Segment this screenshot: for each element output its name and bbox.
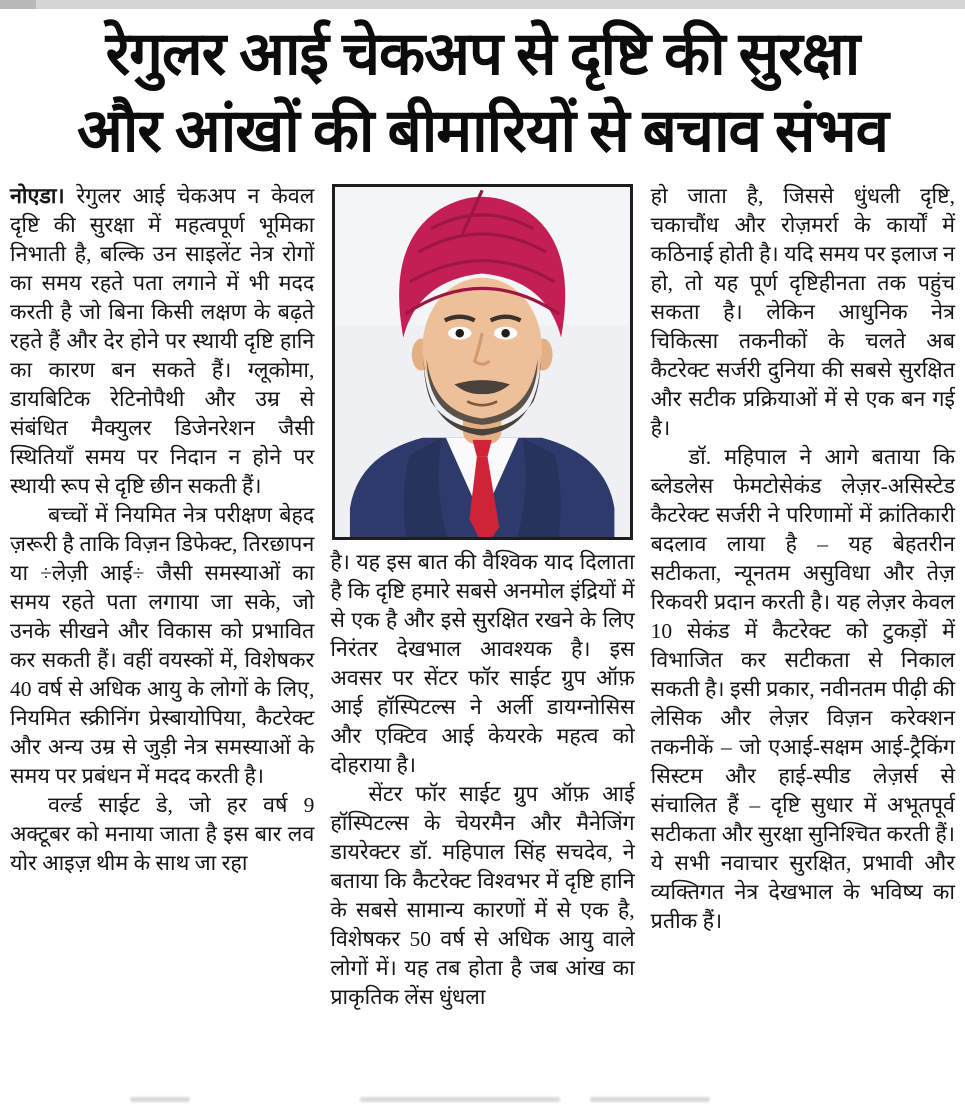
article-body xyxy=(0,176,965,1070)
man-in-red-turban-photo xyxy=(335,187,629,537)
scan-artifact-bottom xyxy=(130,1097,190,1102)
paragraph: सेंटर फॉर साईट ग्रुप ऑफ़ आई हॉस्पिटल्स के चेयरमैन और मैनेजिंग डायरेक्टर डॉ. महिपाल सिंह सचदेव, ने बताया कि कैटरेक्ट विश्वभर में दृष्टि हानि के सबसे सामान्य कारणों में से एक है, विशेषकर 50 वर्ष से अधिक आयु वाले लोगों में। यह तब होता है जब आंख का प्राकृतिक लेंस धुंधला xyxy=(330,781,635,1009)
pupil-left xyxy=(456,329,465,338)
column-1 xyxy=(10,182,314,1070)
column-2 xyxy=(330,182,634,1070)
paragraph: वर्ल्ड साईट डे, जो हर वर्ष 9 अक्टूबर को मनाया जाता है इस बार लव योर आइज़ थीम के साथ जा रहा xyxy=(10,792,315,875)
pupil-right xyxy=(502,329,511,338)
scan-artifact-chip xyxy=(0,0,36,9)
paragraph: है। यह इस बात की वैश्विक याद दिलाता है कि दृष्टि हमारे सबसे अनमोल इंद्रियों में से एक है और इसे सुरक्षित रखने के लिए निरंतर देखभाल आवश्यक है। इस अवसर पर सेंटर फॉर साईट ग्रुप ऑफ़ आई हॉस्पिटल्स ने अर्ली डायग्नोसिस और एक्टिव आई केयरके महत्व को दोहराया है। xyxy=(330,549,635,777)
headline-line-1: रेगुलर आई चेकअप से दृष्टि की सुरक्षा xyxy=(105,21,860,87)
headline xyxy=(0,0,965,176)
scan-artifact-bottom xyxy=(360,1097,560,1102)
paragraph xyxy=(10,182,314,501)
paragraph-text: रेगुलर आई चेकअप न केवल दृष्टि की सुरक्षा में महत्वपूर्ण भूमिका निभाती है, बल्कि उन साइलेंट नेत्र रोगों का समय रहते पता लगाने में भी मदद करती है जो बिना किसी लक्षण के बढ़ते रहते हैं और देर होने पर स्थायी दृष्टि हानि का कारण बन सकते हैं। ग्लूकोमा, डायबिटिक रेटिनोपैथी और उम्र से संबंधित मैक्युलर डिजेनरेशन जैसी स्थितियाँ समय पर निदान न होने पर स्थायी रूप से दृष्टि छीन सकती हैं। xyxy=(10,183,315,498)
dateline: नोएडा। xyxy=(10,183,65,208)
scan-artifact-top-bar xyxy=(0,0,965,9)
scan-artifact-bottom xyxy=(590,1097,710,1102)
paragraph: बच्चों में नियमित नेत्र परीक्षण बेहद ज़रूरी है ताकि विज़न डिफेक्ट, तिरछापन या ÷लेज़ी आई÷ जैसी समस्याओं का समय रहते पता लगाया जा सके, जो उनके सीखने और विकास को प्रभावित कर सकती हैं। वहीं वयस्कों में, विशेषकर 40 वर्ष से अधिक आयु के लोगों के लिए, नियमित स्क्रीनिंग प्रेस्बायोपिया, कैटरेक्ट और अन्य उम्र से जुड़ी नेत्र समस्याओं के समय पर प्रबंधन में मदद करती है। xyxy=(10,502,315,788)
portrait-photo xyxy=(332,184,632,540)
headline-line-2: और आंखों की बीमारियों से बचाव संभव xyxy=(76,97,889,164)
paragraph: हो जाता है, जिससे धुंधली दृष्टि, चकाचौंध और रोज़मर्रा के कार्यों में कठिनाई होती है। यदि समय पर इलाज न हो, तो यह पूर्ण दृष्टिहीनता तक पहुंच सकता है। लेकिन आधुनिक नेत्र चिकित्सा तकनीकों के चलते अब कैटरेक्ट सर्जरी दुनिया की सबसे सुरक्षित और सटीक प्रक्रियाओं में से एक बन गई है। xyxy=(650,183,955,440)
column-3 xyxy=(651,182,955,1070)
paragraph: डॉ. महिपाल ने आगे बताया कि ब्लेडलेस फेमटोसेकंड लेज़र-असिस्टेड कैटरेक्ट सर्जरी ने परिणामों में क्रांतिकारी बदलाव लाया है – यह बेहतरीन सटीकता, न्यूनतम असुविधा और तेज़ रिकवरी प्रदान करती है। यह लेज़र केवल 10 सेकंड में कैटरेक्ट को टुकड़ों में विभाजित कर सटीकता से निकाल सकती है। इसी प्रकार, नवीनतम पीढ़ी की लेसिक और लेज़र विज़न करेक्शन तकनीकें – जो एआई-सक्षम आई-ट्रैकिंग सिस्टम और हाई-स्पीड लेज़र्स से संचालित हैं – दृष्टि सुधार में अभूतपूर्व सटीकता और सुरक्षा सुनिश्चित करती हैं। ये सभी नवाचार सुरक्षित, प्रभावी और व्यक्तिगत नेत्र देखभाल के भविष्य का प्रतीक हैं। xyxy=(650,444,955,933)
